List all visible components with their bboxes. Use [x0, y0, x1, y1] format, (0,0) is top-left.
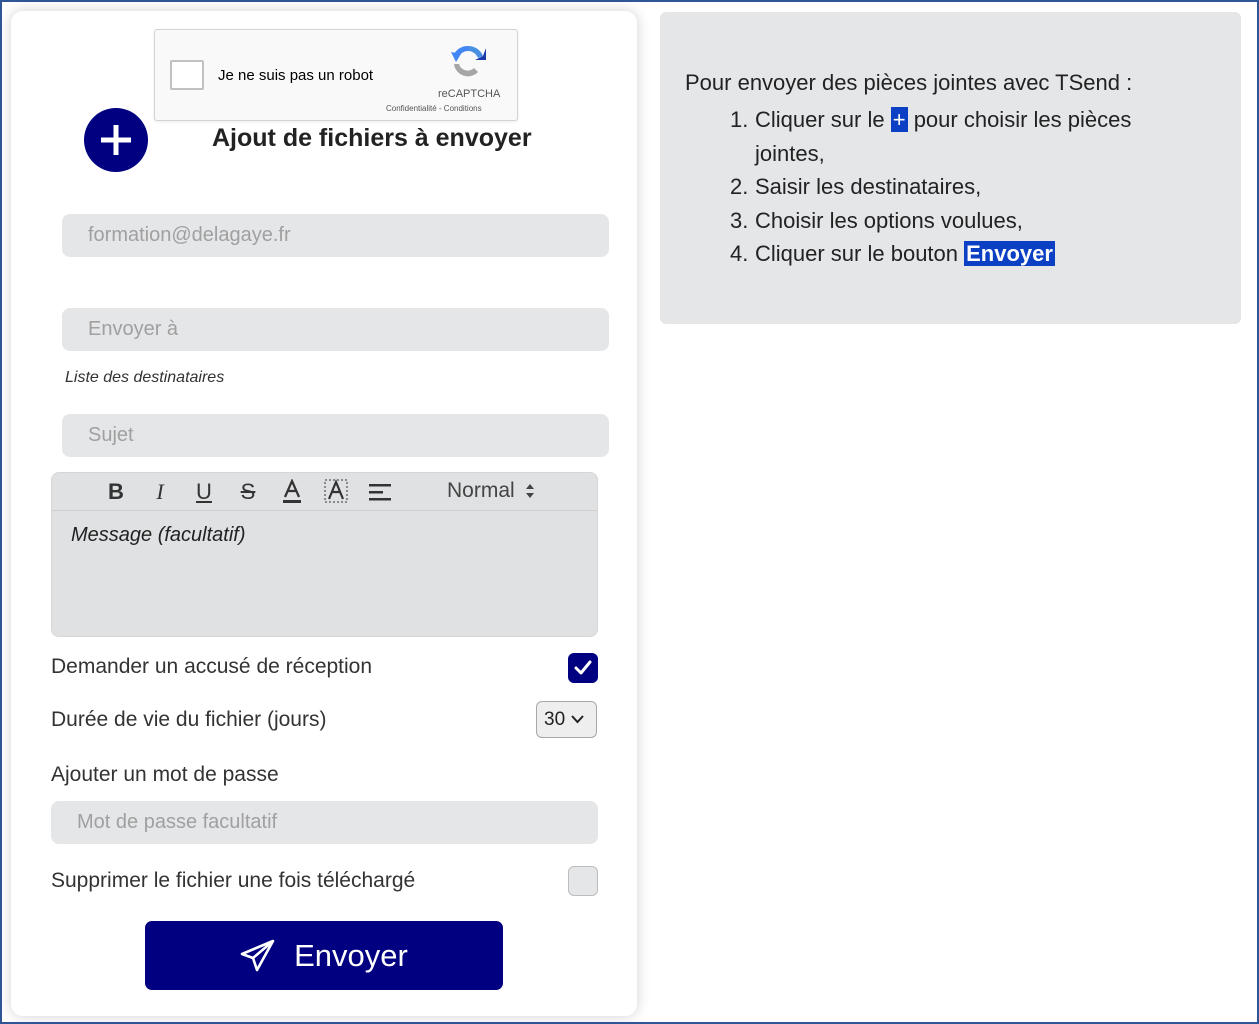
align-icon[interactable] [366, 478, 394, 506]
lifetime-select[interactable] [536, 701, 597, 738]
password-field[interactable] [51, 801, 598, 844]
subject-field[interactable] [62, 414, 609, 457]
chevron-down-icon [571, 715, 584, 724]
send-highlight: Envoyer [966, 241, 1053, 266]
font-size-select[interactable] [447, 479, 535, 503]
upload-form-card [11, 11, 637, 1016]
underline-icon[interactable]: U [196, 479, 212, 504]
plus-highlight: + [892, 107, 906, 132]
sender-email-field[interactable] [62, 214, 609, 257]
receipt-checkbox[interactable] [568, 653, 598, 683]
paper-plane-icon [240, 939, 276, 973]
bold-icon[interactable]: B [108, 479, 124, 504]
send-button-label: Envoyer [294, 937, 408, 973]
strikethrough-icon[interactable]: S [240, 479, 256, 504]
recipients-hint: Liste des destinataires [65, 369, 225, 386]
help-intro: Pour envoyer des pièces jointes avec TSend : [685, 70, 1133, 95]
help-step-1: 1. Cliquer sur le + pour choisir les pièces jointes, [730, 107, 1132, 166]
send-button[interactable] [145, 921, 503, 990]
receipt-label: Demander un accusé de réception [51, 655, 373, 678]
recaptcha-brand: reCAPTCHA [438, 88, 501, 100]
font-size-value: Normal [447, 479, 515, 502]
recaptcha-widget [154, 29, 518, 121]
password-placeholder: Mot de passe facultatif [77, 811, 278, 833]
add-files-button[interactable] [84, 108, 148, 172]
text-color-icon[interactable] [278, 478, 306, 506]
recaptcha-checkbox[interactable] [170, 60, 204, 90]
italic-icon[interactable]: I [156, 479, 164, 504]
check-icon [574, 660, 592, 676]
recaptcha-terms-link[interactable]: Confidentialité - Conditions [386, 104, 482, 113]
form-title: Ajout de fichiers à envoyer [212, 124, 532, 152]
help-panel [660, 12, 1241, 324]
recaptcha-label: Je ne suis pas un robot [218, 67, 374, 84]
sender-email-placeholder: formation@delagaye.fr [88, 224, 291, 246]
message-textarea[interactable] [52, 511, 597, 547]
recipients-placeholder: Envoyer à [88, 318, 179, 340]
delete-after-download-label: Supprimer le fichier une fois téléchargé [51, 869, 416, 892]
updown-chevron-icon [525, 483, 535, 499]
lifetime-label: Durée de vie du fichier (jours) [51, 708, 327, 731]
message-placeholder: Message (facultatif) [71, 524, 246, 546]
lifetime-value: 30 [544, 708, 566, 730]
recipients-field[interactable] [62, 308, 609, 351]
password-label: Ajouter un mot de passe [51, 763, 279, 786]
background-color-icon[interactable] [322, 478, 350, 506]
editor-toolbar [52, 473, 597, 511]
help-step-4: 4. Cliquer sur le bouton Envoyer [730, 241, 1053, 266]
help-step-2: 2. Saisir les destinataires, [730, 174, 982, 199]
message-editor [51, 472, 598, 637]
subject-placeholder: Sujet [88, 424, 134, 446]
help-steps [730, 103, 1200, 271]
delete-after-download-checkbox[interactable] [568, 866, 598, 896]
recaptcha-logo-icon [448, 42, 488, 82]
help-step-3: 3. Choisir les options voulues, [730, 207, 1023, 233]
plus-icon [98, 122, 134, 158]
